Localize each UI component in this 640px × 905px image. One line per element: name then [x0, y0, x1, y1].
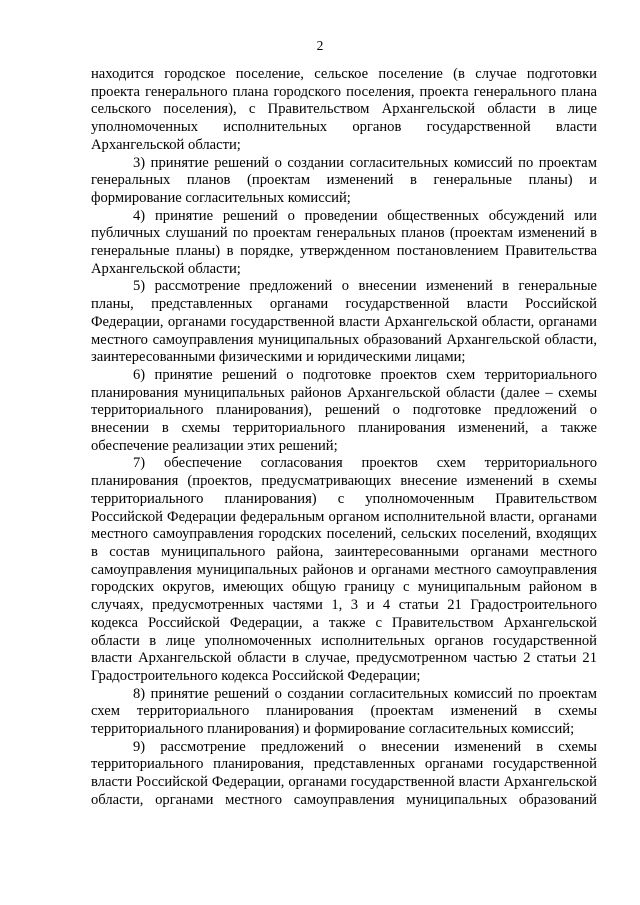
paragraph-item-3: 3) принятие решений о создании согласительных комиссий по проектам генеральных планов (проектам изменений в генеральные планы) и формирование согласительных комиссий;: [91, 154, 597, 206]
paragraph-item-6: 6) принятие решений о подготовке проектов схем территориального планирования муниципальных районов Архангельской области (далее – схемы территориального планирования), решений о подготовке предложений о внесении в схемы территориального планирования изменений, а также обеспечение реализации этих решений;: [91, 366, 597, 454]
paragraph-item-4: 4) принятие решений о проведении общественных обсуждений или публичных слушаний по проектам генеральных планов (проектам изменений в генеральные планы) в порядке, утвержденном постановлением Правительства Архангельской области;: [91, 207, 597, 277]
paragraph-item-9: 9) рассмотрение предложений о внесении изменений в схемы территориального планирования, представленных органами государственной власти Российской Федерации, органами государственной власти Архангельской области, органами местного самоуправления муниципальных образований: [91, 738, 597, 808]
paragraph-item-5: 5) рассмотрение предложений о внесении изменений в генеральные планы, представленных органами государственной власти Российской Федерации, органами государственной власти Архангельской области, органами местного самоуправления муниципальных образований Архангельской области, заинтересованными физическими и юридическими лицами;: [91, 278, 597, 366]
paragraph-continuation: находится городское поселение, сельское поселение (в случае подготовки проекта генерального плана городского поселения, проекта генерального плана сельского поселения), с Правительством Архангельской области в лице уполномоченных исполнительных органов государственной власти Архангельской области;: [91, 66, 597, 153]
paragraph-item-8: 8) принятие решений о создании согласительных комиссий по проектам схем территориального планирования (проектам изменений в схемы территориального планирования) и формирование согласительных комиссий;: [91, 685, 597, 738]
document-body: [91, 66, 597, 810]
paragraph-item-7: 7) обеспечение согласования проектов схем территориального планирования (проектов, предусматривающих внесение изменений в схемы территориального планирования) с уполномоченным Правительством Российской Федерации федеральным органом исполнительной власти, органами местного самоуправления городских поселений, сельских поселений, входящих в состав муниципального района, заинтересованными органами местного самоуправления муниципальных районов и органами местного самоуправления городских округов, имеющих общую границу с муниципальным районом в случаях, предусмотренных частями 1, 3 и 4 статьи 21 Градостроительного кодекса Российской Федерации, а также с Правительством Архангельской области в лице уполномоченных исполнительных органов государственной власти Архангельской области в случае, предусмотренном частью 2 статьи 21 Градостроительного кодекса Российской Федерации;: [91, 455, 597, 684]
page-number: 2: [316, 38, 324, 53]
